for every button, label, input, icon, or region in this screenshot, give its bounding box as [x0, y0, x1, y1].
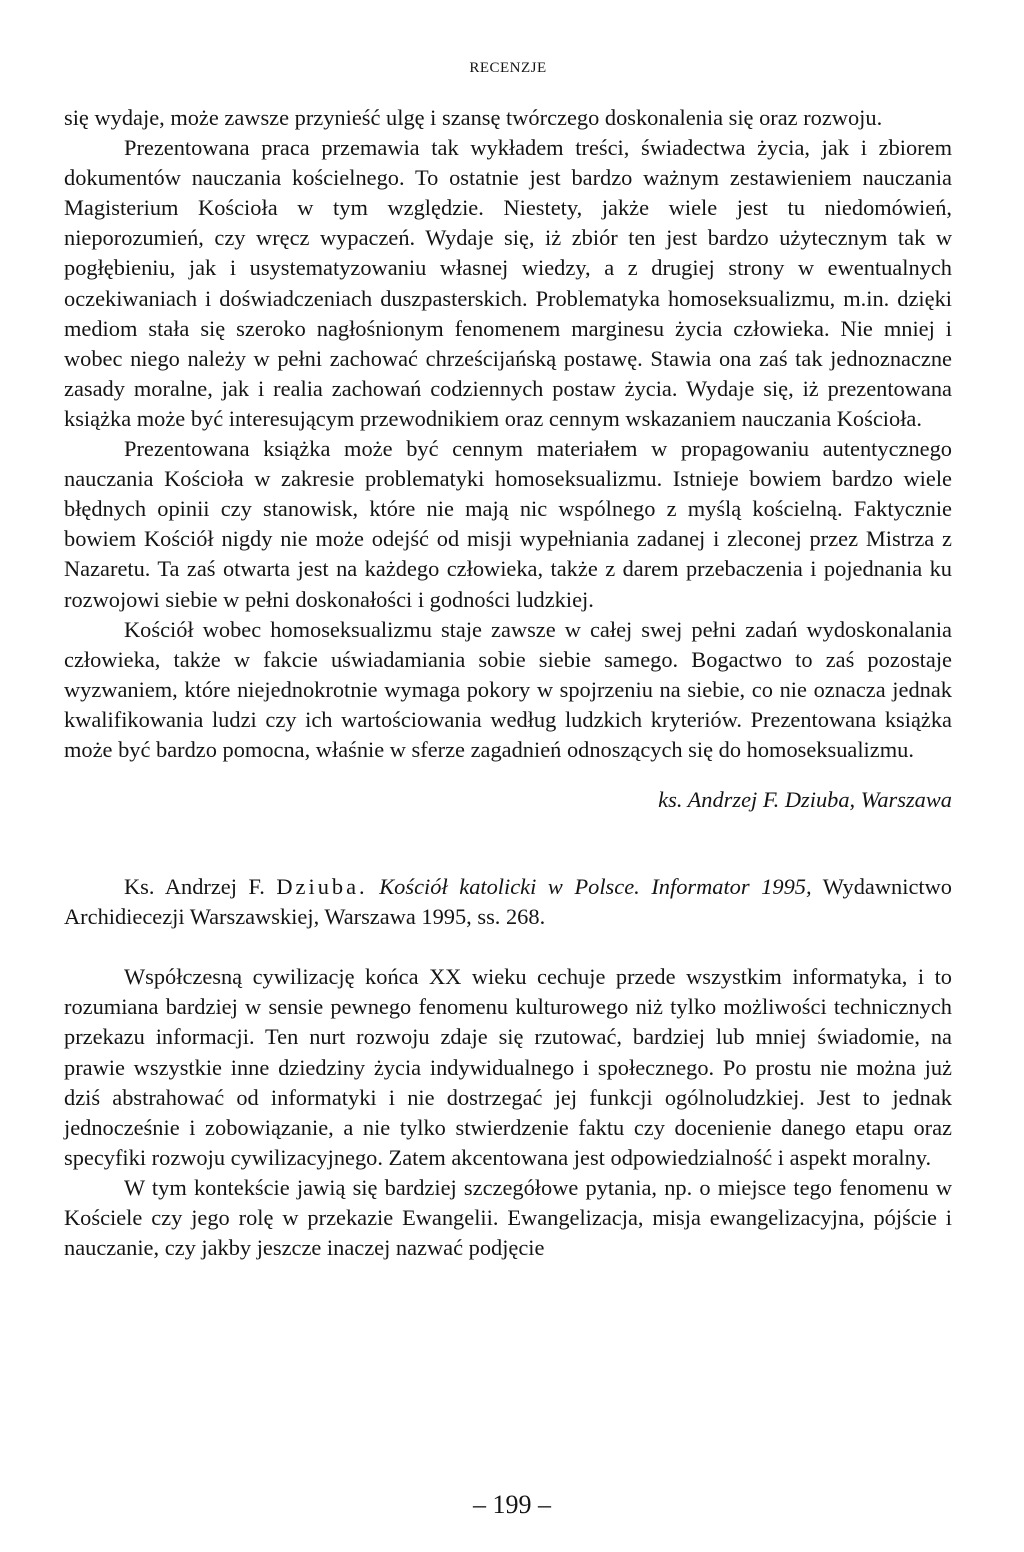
- page-number: – 199 –: [473, 1490, 551, 1519]
- review1-paragraph-3: Prezentowana książka może być cennym materiałem w propagowaniu autentycznego nauczania Kościoła w zakresie problematyki homoseksualizmu. Istnieje bowiem bardzo wiele błędnych opinii czy stanowisk, które nie mają nic wspólnego z myślą kościelną. Faktycznie bowiem Kościół nigdy nie może odejść od misji wypełniania zadanej i zleconej przez Mistrza z Nazaretu. Ta zaś otwarta jest na każdego człowieka, także z darem przebaczenia i pojednania ku rozwojowi siebie w pełni doskonałości i godności ludzkiej.: [64, 436, 952, 612]
- page: [64, 60, 952, 1263]
- bib-publication: Wydawnictwo Archidiecezji Warszawskiej, Warszawa 1995, ss. 268.: [64, 874, 952, 930]
- review2-paragraph-1: Współczesną cywilizację końca XX wieku cechuje przede wszystkim informatyka, i to rozumiana bardziej w sensie pewnego fenomenu kulturowego niż tylko możliwości technicznych przekazu informacji. Ten nurt rozwoju zdaje się rzutować, bardziej lub mniej świadomie, na prawie wszystkie inne dziedziny życia indywidualnego i społecznego. Po prostu nie można już dziś abstrahować od informatyki i nie dostrzegać jej funkcji ogólnoludzkiej. Jest to jednak jednocześnie i zobowiązanie, a nie tylko stwierdzenie faktu czy docenienie danego etapu oraz specyfiki rozwoju cywilizacyjnego. Zatem akcentowana jest odpowiedzialność i aspekt moralny.: [64, 964, 952, 1170]
- bib-author-surname: Dziuba.: [276, 874, 368, 900]
- review1-paragraph-4: Kościół wobec homoseksualizmu staje zawsze w całej swej pełni zadań wydoskonalania człowieka, także w fakcie uświadamiania sobie siebie samego. Bogactwo to zaś pozostaje wyzwaniem, które niejednokrotnie wymaga pokory w spojrzeniu na siebie, co nie oznacza jednak kwalifikowania ludzi czy ich wartościowania według ludzkich kryteriów. Prezentowana książka może być bardzo pomocna, właśnie w sferze zagadnień odnoszących się do homoseksualizmu.: [64, 616, 952, 762]
- review2-paragraph-2: W tym kontekście jawią się bardziej szczegółowe pytania, np. o miejsce tego fenomenu w Kościele czy jego rolę w przekazie Ewangelii. Ewangelizacja, misja ewangelizacyjna, pójście i nauczanie, czy jakby jeszcze inaczej nazwać podjęcie: [64, 1174, 952, 1261]
- running-head: RECENZJE: [469, 60, 547, 76]
- bib-author-prefix: Ks. Andrzej F.: [124, 874, 265, 900]
- review2: [64, 962, 952, 1263]
- review-signature: ks. Andrzej F. Dziuba, Warszawa: [658, 787, 952, 813]
- bib-title: Kościół katolicki w Polsce. Informator 1995,: [379, 874, 812, 900]
- bibliographic-entry: [64, 872, 952, 932]
- review1-paragraph-1: się wydaje, może zawsze przynieść ulgę i szansę twórczego doskonalenia się oraz rozwoju.: [64, 105, 883, 130]
- review1-paragraph-2: Prezentowana praca przemawia tak wykładem treści, świadectwa życia, jak i zbiorem dokumentów nauczania kościelnego. To ostatnie jest bardzo ważnym zestawieniem nauczania Magisterium Kościoła w tym względzie. Niestety, jakże wiele jest tu niedomówień, nieporozumień, czy wręcz wypaczeń. Wydaje się, iż zbiór ten jest bardzo użytecznym tak w pogłębieniu, jak i usystematyzowaniu własnej wiedzy, a z drugiej strony w ewentualnych oczekiwaniach i doświadczeniach duszpasterskich. Problematyka homoseksualizmu, m.in. dzięki mediom stała się szeroko nagłośnionym fenomenem marginesu życia człowieka. Nie mniej i wobec niego należy w pełni zachować chrześcijańską postawę. Stawia ona zaś tak jednoznaczne zasady moralne, jak i realia zachowań codziennych postaw życia. Wydaje się, iż prezentowana książka może być interesującym przewodnikiem oraz cennym wskazaniem nauczania Kościoła.: [64, 135, 952, 431]
